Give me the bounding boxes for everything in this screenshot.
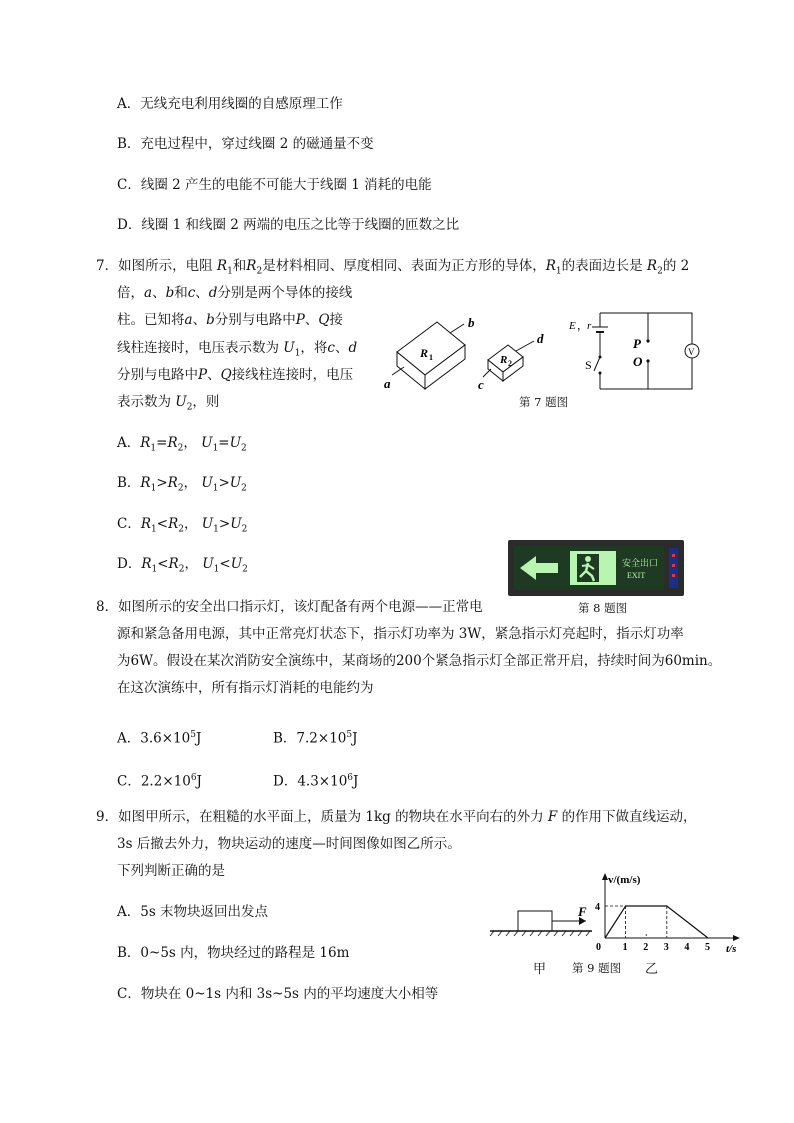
label-r2: R xyxy=(500,354,508,366)
arrow-left-icon xyxy=(520,556,558,580)
exit-sign-image xyxy=(508,540,684,596)
q9-stem-line2: 3s 后撤去外力，物块运动的速度—时间图像如图乙所示。 xyxy=(117,836,461,852)
q8-stem-line3: 为6W。假设在某次消防安全演练中，某商场的200个紧急指示灯全部正常开启，持续时间为60min。 xyxy=(117,653,722,669)
voltmeter-label: V xyxy=(688,347,695,357)
x-tick-label-2: 2 xyxy=(643,942,649,953)
q9-fig-label-jia: 甲 xyxy=(533,962,547,977)
label-d: d xyxy=(537,331,544,346)
q6-option-c: C．线圈 2 产生的电能不可能大于线圈 1 消耗的电能 xyxy=(117,177,432,193)
y-axis-label: v/(m/s) xyxy=(608,874,641,886)
label-r2-sub: 2 xyxy=(508,359,512,368)
q8-figure-caption: 第 8 题图 xyxy=(578,601,628,615)
x-tick-label-3: 3 xyxy=(663,942,669,953)
q6-option-a: A．无线充电利用线圈的自感原理工作 xyxy=(117,96,343,112)
q8-option-a: A．$3.6\times 10^5J$ xyxy=(117,730,202,747)
q7-stem-line5: 分别与电路中P、Q接线柱连接时，电压 xyxy=(117,367,354,383)
label-r1: R xyxy=(420,346,429,360)
label-p: P xyxy=(633,336,641,351)
q7-figure-caption: 第 7 题图 xyxy=(519,395,569,409)
block xyxy=(518,911,552,931)
label-sep: ， xyxy=(577,320,588,332)
label-e: E xyxy=(569,320,576,332)
q9-fig-label-yi: 乙 xyxy=(645,962,659,977)
terminal-b-lead xyxy=(450,324,464,333)
q7-stem-line6: 表示数为 $U_2$，则 xyxy=(117,394,220,413)
q7-stem-line3: 柱。已知将a、b分别与电路中P、Q接 xyxy=(117,312,343,328)
sign-text-cn: 安全出口 xyxy=(622,558,659,568)
terminal-c-lead xyxy=(483,369,491,377)
terminal-p-dot xyxy=(646,339,649,342)
q7-option-a: A．$R_1=R_2$， $U_1=U_2$ xyxy=(117,435,247,454)
q9-vt-chart xyxy=(590,868,750,960)
y-tick-label-4: 4 xyxy=(595,902,600,913)
q9-option-a: A．5s 末物块返回出发点 xyxy=(117,904,269,920)
q9-option-b: B．0~5s 内，物块经过的路程是 16m xyxy=(117,945,350,961)
x-tick-label-0: 0 xyxy=(596,942,601,953)
velocity-series-line xyxy=(605,906,708,938)
q9-option-c: C．物块在 0~1s 内和 3s~5s 内的平均速度大小相等 xyxy=(117,986,439,1002)
q7-option-b: B．$R_1>R_2$， $U_1>U_2$ xyxy=(117,475,247,494)
label-b: b xyxy=(468,315,475,330)
q6-option-d: D．线圈 1 和线圈 2 两端的电压之比等于线圈的匝数之比 xyxy=(117,217,460,233)
circuit-diagram xyxy=(592,313,699,389)
x-tick-label-5: 5 xyxy=(705,942,710,953)
terminal-q-dot xyxy=(646,359,649,362)
terminal-a-lead xyxy=(392,367,404,375)
terminal-d-lead xyxy=(516,341,534,351)
q9-stem-line1: 9．如图甲所示，在粗糙的水平面上，质量为 1kg 的物块在水平向右的外力 F 的作用下做直线运动， xyxy=(96,809,697,825)
q7-option-d: D．$R_1<R_2$， $U_1<U_2$ xyxy=(117,556,248,575)
x-tick-label-4: 4 xyxy=(684,942,690,953)
force-label: F xyxy=(578,904,587,919)
label-r1-sub: 1 xyxy=(429,353,433,362)
q9-stem-line3: 下列判断正确的是 xyxy=(117,863,225,879)
q7-stem-line2: 倍，a、b和c、d分别是两个导体的接线 xyxy=(117,285,353,301)
q9-figure-jia xyxy=(488,896,598,946)
label-s: S xyxy=(585,358,592,372)
q8-option-d: D．$4.3\times 10^6J$ xyxy=(273,773,359,790)
x-axis-label: t/s xyxy=(726,943,737,955)
label-r: r xyxy=(587,320,592,332)
label-a: a xyxy=(384,376,391,391)
q8-option-b: B．$7.2\times 10^5J$ xyxy=(273,730,358,747)
x-tick-label-1: 1 xyxy=(622,942,628,953)
q8-stem-line1: 8．如图所示的安全出口指示灯，该灯配备有两个电源——正常电 xyxy=(96,599,483,615)
label-c: c xyxy=(478,377,484,392)
q6-option-b: B．充电过程中，穿过线圈 2 的磁通量不变 xyxy=(117,136,374,152)
sign-text-en: EXIT xyxy=(627,571,646,580)
label-q: O xyxy=(633,354,643,369)
q8-stem-line4: 在这次演练中，所有指示灯消耗的电能约为 xyxy=(117,680,374,696)
q7-stem-line1: 7．如图所示，电阻 $R_1$和$R_2$是材料相同、厚度相同、表面为正方形的导体，$R_1$的表面边长是 $R_2$的 2 xyxy=(96,258,690,277)
q8-option-c: C．$2.2\times 10^6J$ xyxy=(117,773,202,790)
q7-option-c: C．$R_1<R_2$， $U_1>U_2$ xyxy=(117,516,248,535)
q9-figure-caption: 第 9 题图 xyxy=(572,961,622,975)
q8-stem-line2: 源和紧急备用电源，其中正常亮灯状态下，指示灯功率为 3W，紧急指示灯亮起时，指示灯功率 xyxy=(117,626,684,642)
q7-stem-line4: 线柱连接时，电压表示数为 $U_1$，将c、d xyxy=(117,340,358,359)
